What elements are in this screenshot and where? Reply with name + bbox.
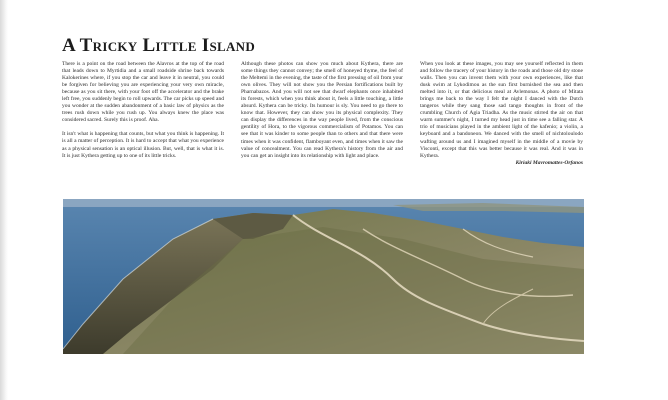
aerial-island-illustration <box>63 199 584 354</box>
author-credit: Kiriaki Mavromattes-Orfanos <box>515 159 583 166</box>
column-1-paragraph-1: There is a point on the road between the Alavros at the top of the road that leads down to Myrtidia and a small roadside shrine back towards Kalokerines where, if you stop the car and leave it in neutral, you could be forgiven for believing you are experiencing your very own miracle, because as you sit there, with your foot off the accelerator and the brake left free, you suddenly begin to roll upwards. The car picks up speed and you wonder at the sudden abandonment of a basic law of physics as the trees rush down while you rush up. You always knew the place was considered sacred. Surely this is proof. Aha. <box>62 61 224 124</box>
column-1-paragraph-2: It isn't what is happening that counts, but what you think is happening. It is all a matter of perception. It is hard to accept that what you experience as a physical sensation is an optical illusion. But, well, that is what it is. It is just Kythera getting up to one of its little tricks. <box>62 131 224 159</box>
text-column-2 <box>241 61 403 167</box>
aerial-island-photo <box>63 199 584 354</box>
page-spine-shadow <box>0 0 8 400</box>
column-2-paragraph-1: Although these photos can show you much about Kythera, there are some things they cannot convey; the smell of honeyed thyme, the feel of the Meltemi in the evening, the taste of the first pressing of oil from your own olives. They will not show you the Persian fortifications built by Pharnabazos. And you will not see that dwarf elephants once inhabited its forests, which when you think about it, feels a little touching, a little absurd. Kythera can be tricky. Its humour is sly. You need to go there to know that. However, they can show you its physical complexity. They can display the differences in the way people lived, from the conscious gentility of Hora, to the vigorous commercialism of Potamos. You can see that it was kinder to some people than to others and that there were times when it was confident, flamboyant even, and times when it saw the value of concealment. You can read Kythera's history from the air and you can get an insight into its relationship with light and place. <box>241 61 403 159</box>
page-title: A Tricky Little Island <box>62 35 256 56</box>
text-column-3 <box>420 61 583 167</box>
column-3-paragraph-1: When you look at these images, you may see yourself reflected in them and follow the tracery of your history in the roads and those old dry stone walls. Then you can invent them with your own experiences, like that dusk swim at Lykodimou as the sun first burnished the sea and then melted into it, or that delicious meal at Avlemonas. A photo of Mitata brings me back to the way I felt the night I danced with the Dutch tangeros while they sang those sad tango thoughts in front of the crumbling Church of Agia Triadha. As the music stirred the air on that warm summer's night, I turned my head just in time see a falling star. A trio of musicians played in the ambient light of the kafenio; a violin, a keyboard and a bandoneon. We danced with the smell of nichtoloulodo wafting around us and I imagined myself in the middle of a movie by Visconti, except that this was better because it was real. And it was in Kythera. <box>420 61 583 159</box>
text-column-1 <box>62 61 224 167</box>
